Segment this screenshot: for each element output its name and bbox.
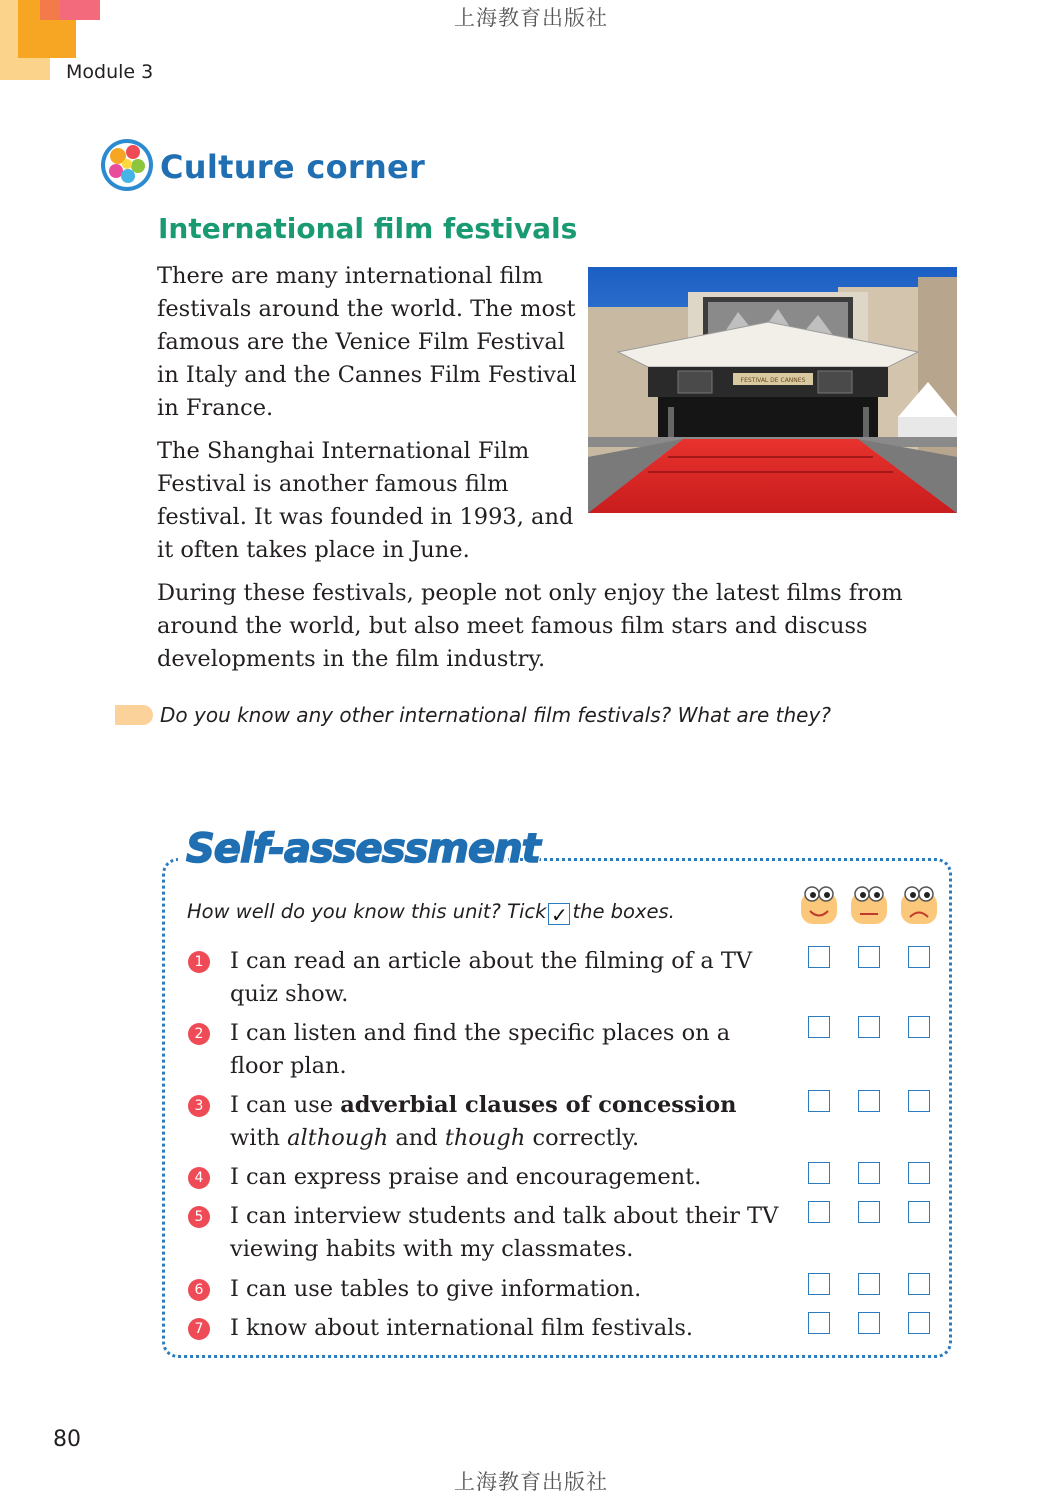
- assessment-item-text: adverbial clauses of concession: [340, 1092, 737, 1118]
- item-number: 2: [188, 1023, 210, 1045]
- self-assessment-title: Self-assessment: [186, 826, 540, 872]
- checkbox-poor[interactable]: [908, 1201, 930, 1223]
- page-number: 80: [53, 1427, 81, 1452]
- paragraph: There are many international film festivals around the world. The most famous are the Venice Film Festival in Italy and the Cannes Film Festival in France.: [157, 263, 577, 421]
- assessment-item: [230, 945, 790, 1011]
- item-number: 1: [188, 951, 210, 973]
- assessment-item-text: I can listen and find the specific places on a floor plan.: [230, 1020, 731, 1079]
- assessment-item-text: with: [230, 1125, 288, 1151]
- paragraph: During these festivals, people not only enjoy the latest films from around the world, but also meet famous film stars and discuss developments in the film industry.: [157, 580, 903, 672]
- checkbox-ok[interactable]: [858, 1016, 880, 1038]
- checkbox-ok[interactable]: [858, 1162, 880, 1184]
- neutral-face-icon: [849, 884, 889, 926]
- section-title: Culture corner: [160, 148, 426, 186]
- assessment-item-text: although: [287, 1125, 389, 1151]
- assessment-item: [230, 1017, 790, 1083]
- tick-sample-box: ✓: [548, 903, 570, 925]
- checkbox-good[interactable]: [808, 1162, 830, 1184]
- checkbox-good[interactable]: [808, 1090, 830, 1112]
- item-number: 5: [188, 1206, 210, 1228]
- assessment-item: [230, 1089, 790, 1155]
- instruction-text: the boxes.: [572, 900, 675, 923]
- checkbox-ok[interactable]: [858, 1201, 880, 1223]
- assessment-item: [230, 1200, 790, 1266]
- item-number: 3: [188, 1095, 210, 1117]
- assessment-item: [230, 1161, 790, 1194]
- happy-face-icon: [799, 884, 839, 926]
- checkbox-poor[interactable]: [908, 946, 930, 968]
- checkbox-poor[interactable]: [908, 1162, 930, 1184]
- assessment-item-text: I can use: [230, 1092, 341, 1118]
- module-label: Module 3: [66, 61, 154, 83]
- assessment-item-text: and: [388, 1125, 445, 1151]
- item-number: 7: [188, 1318, 210, 1340]
- article-title: International film festivals: [158, 212, 578, 245]
- palette-ball-icon: [100, 138, 154, 192]
- sad-face-icon: [899, 884, 939, 926]
- checkbox-ok[interactable]: [858, 946, 880, 968]
- assessment-item-text: correctly.: [525, 1125, 640, 1151]
- publisher-footer: 上海教育出版社: [454, 1470, 608, 1494]
- assessment-item-text: I can express praise and encouragement.: [230, 1164, 702, 1190]
- checkbox-good[interactable]: [808, 1201, 830, 1223]
- checkbox-good[interactable]: [808, 1016, 830, 1038]
- item-number: 4: [188, 1167, 210, 1189]
- instruction-text: How well do you know this unit? Tick: [187, 900, 547, 923]
- discussion-question: Do you know any other international film festivals? What are they?: [160, 703, 831, 727]
- self-assessment-instruction: [187, 900, 675, 925]
- checkbox-ok[interactable]: [858, 1090, 880, 1112]
- checkbox-good[interactable]: [808, 946, 830, 968]
- assessment-item-text: I can read an article about the filming of a TV quiz show.: [230, 948, 753, 1007]
- question-marker: [115, 705, 153, 725]
- checkbox-ok[interactable]: [858, 1273, 880, 1295]
- publisher-header: 上海教育出版社: [454, 6, 608, 30]
- cannes-festival-photo: [588, 267, 957, 513]
- assessment-item: [230, 1312, 790, 1345]
- assessment-item-text: I can use tables to give information.: [230, 1276, 642, 1302]
- checkbox-poor[interactable]: [908, 1016, 930, 1038]
- checkbox-ok[interactable]: [858, 1312, 880, 1334]
- checkbox-poor[interactable]: [908, 1312, 930, 1334]
- checkbox-good[interactable]: [808, 1273, 830, 1295]
- checkbox-good[interactable]: [808, 1312, 830, 1334]
- paragraph: The Shanghai International Film Festival is another famous film festival. It was founded in 1993, and it often takes place in June.: [157, 438, 574, 563]
- checkbox-poor[interactable]: [908, 1273, 930, 1295]
- checkbox-poor[interactable]: [908, 1090, 930, 1112]
- item-number: 6: [188, 1279, 210, 1301]
- assessment-item-text: though: [444, 1125, 526, 1151]
- assessment-item: [230, 1273, 790, 1306]
- assessment-item-text: I can interview students and talk about their TV viewing habits with my classmates.: [230, 1203, 779, 1262]
- assessment-item-text: I know about international film festivals.: [230, 1315, 694, 1341]
- photo-sign: FESTIVAL DE CANNES: [740, 377, 806, 384]
